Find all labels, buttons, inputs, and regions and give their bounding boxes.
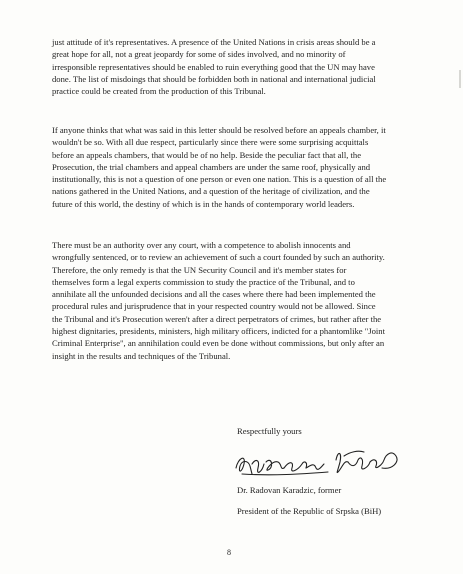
paragraph-2 bbox=[52, 124, 416, 210]
text-line: great hope for all, not a great jeopardy for some of sides involved, and no minority of bbox=[52, 49, 346, 60]
text-line: If anyone thinks that what was said in this letter should be resolved before an appeals chamber, it bbox=[52, 125, 386, 135]
text-line: the Tribunal and it's Prosecution weren't after a direct perpetrators of crimes, but rather after the bbox=[52, 313, 382, 324]
page-number: 8 bbox=[227, 548, 231, 557]
text-line: irresponsible representatives should be enabled to ruin everything good that the UN may have bbox=[52, 61, 375, 72]
text-line: procedural rules and jurisprudence that in your respected country would not be allowed. Since bbox=[52, 301, 376, 312]
paragraph-1 bbox=[52, 36, 416, 97]
signature-icon bbox=[232, 438, 402, 484]
signatory-name: Dr. Radovan Karadzic, former bbox=[237, 485, 342, 495]
signatory-title: President of the Republic of Srpska (BiH) bbox=[237, 506, 382, 516]
text-line: just attitude of it's representatives. A presence of the United Nations in crisis areas should be a bbox=[52, 37, 376, 47]
text-line: There must be an authority over any court, with a competence to abolish innocents and bbox=[52, 240, 351, 250]
text-line: insight in the results and techniques of the Tribunal. bbox=[52, 350, 231, 361]
text-line: Prosecution, the trial chambers and appeal chambers are under the same roof, physically and bbox=[52, 161, 371, 172]
text-line: annihilate all the unfounded decisions and all the cases where there had been implemented the bbox=[52, 289, 376, 300]
text-line: nations gathered in the United Nations, and a question of the heritage of civilization, and the bbox=[52, 186, 370, 197]
text-line: done. The list of misdoings that should be forbidden both in national and international judicial bbox=[52, 73, 376, 84]
text-line: wrongfully sentenced, or to review an achievement of such a court founded by such an authority. bbox=[52, 252, 385, 263]
scan-edge-mark bbox=[459, 70, 461, 88]
closing-salutation: Respectfully yours bbox=[237, 426, 302, 436]
text-line: highest dignitaries, presidents, ministers, high military officers, indicted for a phantomlike "Joint bbox=[52, 326, 385, 337]
text-line: themselves form a legal experts commission to study the practice of the Tribunal, and to bbox=[52, 276, 355, 287]
text-line: before an appeals chambers, that would be of no help. Beside the peculiar fact that all, the bbox=[52, 149, 362, 160]
text-line: institutionally, this is not a question of one person or even one nation. This is a question of all the bbox=[52, 174, 387, 185]
text-line: wouldn't be so. With all due respect, particularly since there were some surprising acquittals bbox=[52, 137, 369, 148]
text-line: Criminal Enterprise", an annihilation could even be done without commissions, but only after an bbox=[52, 338, 385, 349]
text-line: Therefore, the only remedy is that the UN Security Council and it's member states for bbox=[52, 264, 347, 275]
text-line: practice could be created from the production of this Tribunal. bbox=[52, 86, 266, 97]
paragraph-3 bbox=[52, 239, 416, 362]
text-line: future of this world, the destiny of which is in the hands of contemporary world leaders. bbox=[52, 198, 355, 209]
